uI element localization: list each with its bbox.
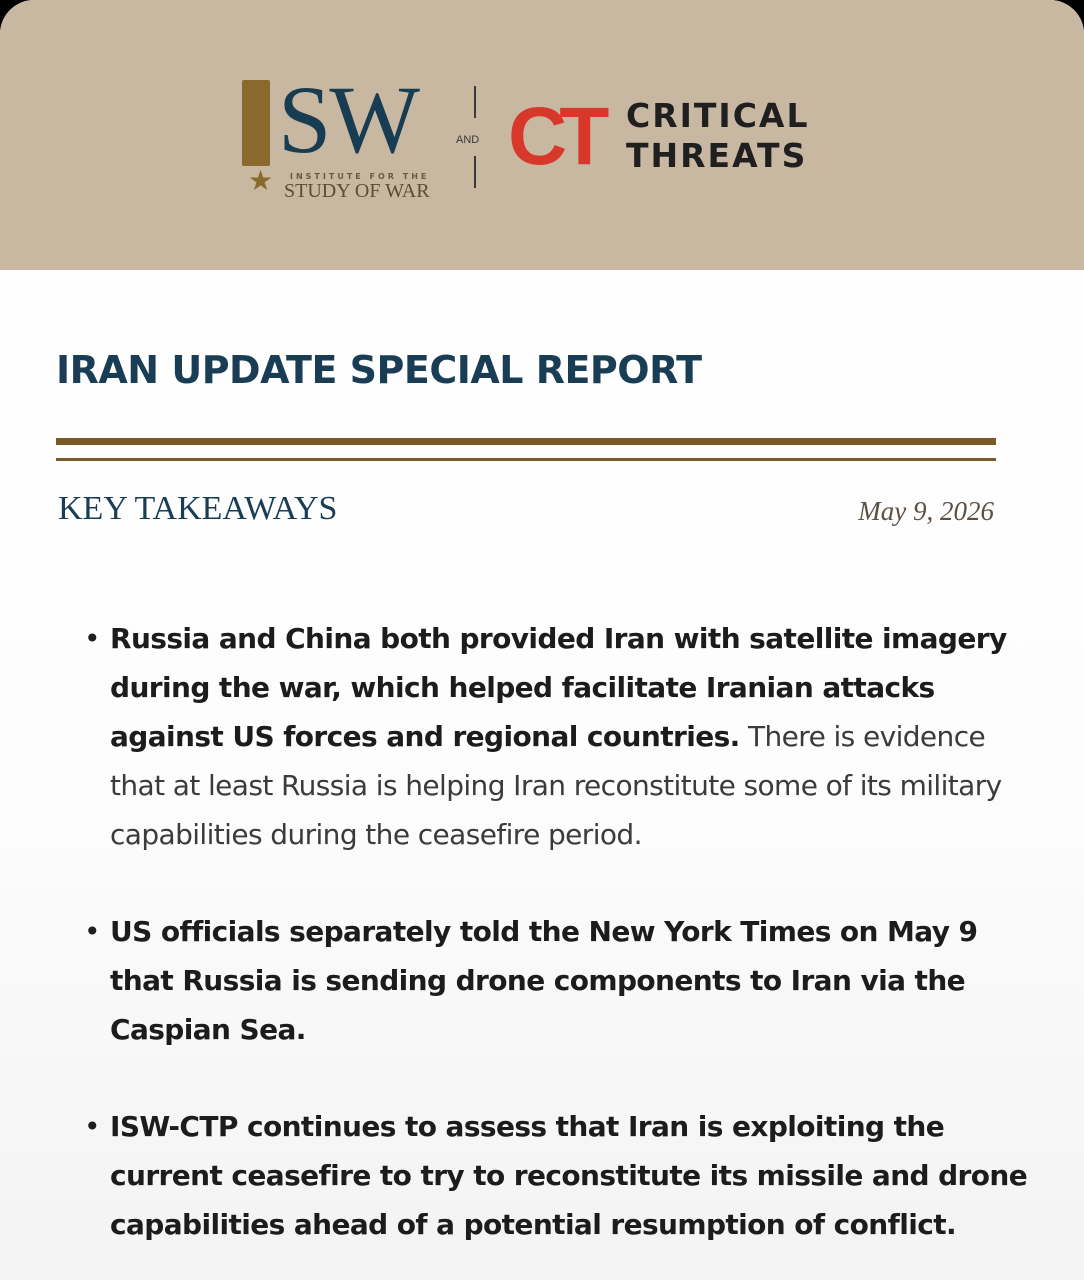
logo-header xyxy=(0,0,1084,270)
report-title: IRAN UPDATE SPECIAL REPORT xyxy=(56,348,702,392)
star-icon: ★ xyxy=(248,164,274,197)
takeaway-item xyxy=(84,907,1034,1054)
ct-logo-line1: CRITICAL xyxy=(626,96,810,135)
isw-logo-letters: SW xyxy=(278,66,418,173)
title-rule-thick xyxy=(56,438,996,445)
takeaway-bold-text: Russia and China both provided Iran with satellite imagery during the war, which helped facilitate Iranian attacks against US forces and regional countries. xyxy=(110,622,1007,753)
takeaways-list xyxy=(84,614,1034,1249)
takeaway-bold-text: US officials separately told the New York Times on May 9 that Russia is sending drone components to Iran via the Caspian Sea. xyxy=(110,915,978,1046)
and-label: AND xyxy=(456,134,480,146)
takeaway-bold-text: ISW-CTP continues to assess that Iran is exploiting the current ceasefire to try to reconstitute its missile and drone capabilities ahead of a potential resumption of conflict. xyxy=(110,1110,1028,1241)
isw-logo-subtitle-bottom: STUDY OF WAR xyxy=(284,180,430,202)
title-rule-thin xyxy=(56,458,996,461)
isw-logo-i-bar xyxy=(242,80,270,166)
ct-logo-mark: CT xyxy=(508,91,602,182)
ct-logo-line2: THREATS xyxy=(626,136,808,175)
report-date: May 9, 2026 xyxy=(858,496,994,526)
ct-logo-text xyxy=(626,96,809,176)
section-title: KEY TAKEAWAYS xyxy=(58,490,338,527)
isw-logo-subtitle-top: INSTITUTE FOR THE xyxy=(290,172,430,181)
logo-divider-bottom xyxy=(474,156,476,188)
takeaway-item xyxy=(84,614,1034,859)
isw-logo xyxy=(240,66,460,202)
takeaway-item xyxy=(84,1102,1034,1249)
takeaway-normal-text: There is evidence that at least Russia is helping Iran reconstitute some of its military capabilities during the ceasefire period. xyxy=(110,720,1002,851)
logo-divider-top xyxy=(474,86,476,118)
